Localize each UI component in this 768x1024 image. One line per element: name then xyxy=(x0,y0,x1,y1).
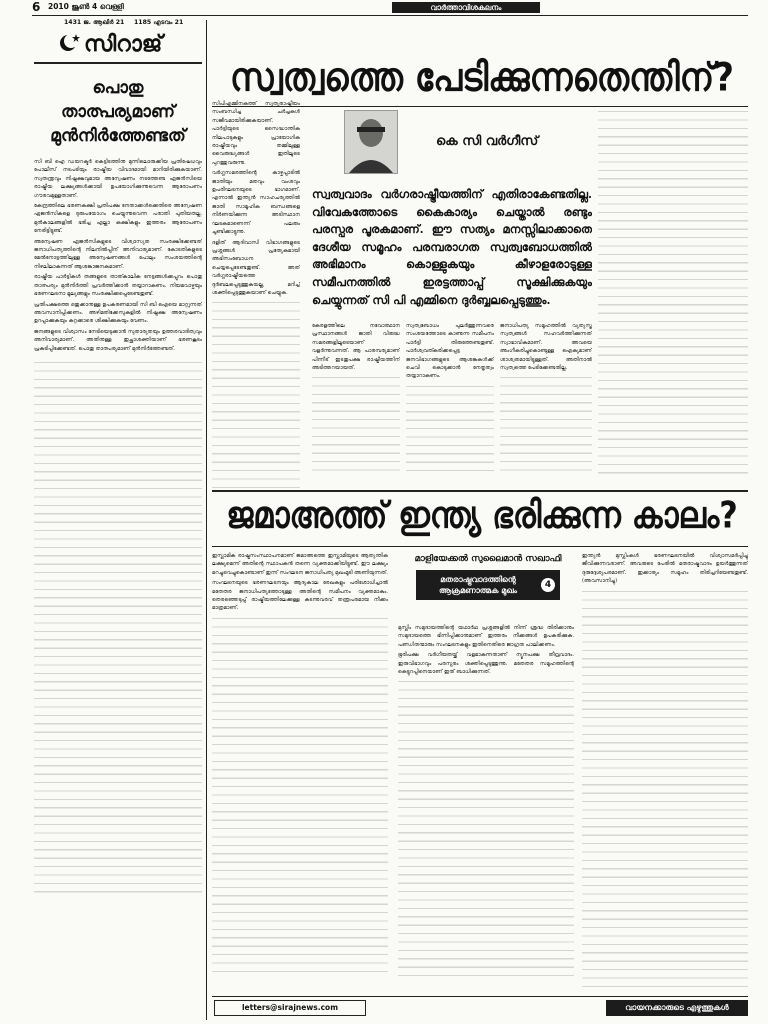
editorial-paragraph: കേന്ദ്രത്തിലെ ഭരണകക്ഷി പ്രതിപക്ഷ നേതാക്കൾക്കെതിരെ അന്വേഷണ ഏജൻസികളെ ദുരുപയോഗം ചെയ്യുന്നുവെന്ന പരാതി പുതിയതല്ല. മുൻകാലങ്ങളിൽ ഭരിച്ച എല്ലാ കക്ഷികളും ഇത്തരം ആരോപണം നേരിട്ടിട്ടുണ്ട്. xyxy=(34,203,202,235)
article2-column-2 xyxy=(398,624,574,992)
letters-email[interactable]: letters@sirajnews.com xyxy=(241,1003,339,1012)
series-number: 4 xyxy=(541,578,555,592)
editorial-paragraph: അന്വേഷണ ഏജൻസികളുടെ വിശ്വാസ്യത സംരക്ഷിക്കേണ്ടത് ജനാധിപത്യത്തിന്റെ നിലനിൽപ്പിന് അനിവാര്യമാണ്. കോടതികളുടെ മേൽനോട്ടത്തിലുള്ള അന്വേഷണങ്ങൾ പോലും സംശയത്തിന്റെ നിഴലിലാകുന്നത് ആശങ്കാജനകമാണ്. xyxy=(34,238,202,270)
editorial-filler xyxy=(34,359,202,899)
article2-paragraph: സംഘടനയുടെ ഭരണഘടനയും ആദ്യകാല രേഖകളും പരിശോധിച്ചാൽ മതേതര ജനാധിപത്യത്തോടുള്ള അതിന്റെ സമീപനം വ്യക്തമാകും. തെരഞ്ഞെടുപ്പ് രാഷ്ട്രീയത്തിലേക്കുള്ള കടന്നുവരവ് തന്ത്രപരമായ നീക്കം മാത്രമാണ്. xyxy=(212,580,388,612)
article1-paragraph: ജനാധിപത്യ സമൂഹത്തിൽ വ്യത്യസ്ത സ്വത്വങ്ങൾ സഹവർത്തിക്കുന്നത് സ്വാഭാവികമാണ്. അവയെ അംഗീകരിച്ചുകൊണ്ടുള്ള ഐക്യമാണ് ശാശ്വതമായിട്ടുള്ളത്. അതിനാൽ സ്വത്വത്തെ പേടിക്കേണ്ടതില്ല. xyxy=(500,323,592,372)
article1-column-5 xyxy=(598,108,748,476)
article1-headline: സ്വത്വത്തെ പേടിക്കുന്നതെന്തിന്? xyxy=(230,55,734,101)
footer-rule xyxy=(212,996,748,997)
top-rule xyxy=(32,15,748,16)
letters-banner: വായനക്കാരുടെ എഴുത്തുകൾ xyxy=(606,1000,748,1016)
article1-paragraph: സിപിഎമ്മിനകത്ത് സ്വത്വരാഷ്ട്രീയം സംബന്ധിച്ച ചർച്ചകൾ സജീവമായിരിക്കുകയാണ്. പാർട്ടിയുടെ സൈദ്ധാന്തിക നിലപാടുകളും പ്രായോഗിക രാഷ്ട്രീയവും തമ്മിലുള്ള വൈരുദ്ധ്യങ്ങൾ ഇതിലൂടെ പുറത്തുവരുന്നു. xyxy=(212,101,300,166)
article1-paragraph: സ്വത്വബോധം പുലർത്തുന്നവരെ സംശയത്തോടെ കാണുന്ന സമീപനം പാർട്ടി തിരുത്തേണ്ടതുണ്ട്. പാർശ്വവത്കരിക്കപ്പെട്ട ജനവിഭാഗങ്ങളുടെ ആശങ്കകൾക്ക് ചെവി കൊടുക്കാൻ നേതൃത്വം തയ്യാറാകണം. xyxy=(406,323,494,380)
series-box xyxy=(416,570,560,600)
article2-paragraph: ഇസ്ലാമിക രാഷ്ട്രസംസ്ഥാപനമാണ് ജമാഅത്തെ ഇസ്ലാമിയുടെ ആത്യന്തിക ലക്ഷ്യമെന്ന് അതിന്റെ സ്ഥാപകൻ തന്നെ വ്യക്തമാക്കിയിട്ടുണ്ട്. ഈ ലക്ഷ്യം മറച്ചുവെച്ചുകൊണ്ടാണ് ഇന്ന് സംഘടന ജനാധിപത്യ മുഖംമൂടി അണിയുന്നത്. xyxy=(212,553,388,576)
article1-paragraph: കേരളത്തിലെ നവോത്ഥാന പ്രസ്ഥാനങ്ങൾ ജാതി വിരുദ്ധ സമരങ്ങളിലൂടെയാണ് വളർന്നുവന്നത്. ആ പാരമ്പര്യമാണ് പിന്നീട് ഇടതുപക്ഷ രാഷ്ട്രീയത്തിന് അടിത്തറയായത്. xyxy=(312,323,400,372)
editorial-paragraph: പ്രതിപക്ഷത്തെ ഒതുക്കാനുള്ള ഉപകരണമായി സി ബി ഐയെ മാറ്റുന്നത് അവസാനിപ്പിക്കണം. അഴിമതിക്കേസുകളിൽ നിഷ്പക്ഷ അന്വേഷണം ഉറപ്പാക്കുകയും കുറ്റക്കാരെ ശിക്ഷിക്കുകയും വേണം. xyxy=(34,301,202,325)
article2-byline xyxy=(398,552,578,618)
author-name: കെ സി വർഗീസ് xyxy=(436,134,539,149)
author-photo xyxy=(344,110,398,174)
article1-column-4 xyxy=(500,322,592,476)
article1-lead-text: സ്വത്വവാദം വർഗരാഷ്ട്രീയത്തിന് എതിരാകേണ്ടതില്ല. വിവേകത്തോടെ കൈകാര്യം ചെയ്താൽ രണ്ടും പരസ്പര പൂരകമാണ്. ഈ സത്യം മനസ്സിലാക്കാതെ ദേശീയ സമൂഹം പരമ്പരാഗത സ്വത്വബോധത്തിൽ അഭിമാനം കൊള്ളുകയും കീഴാളരോടുള്ള സമീപനത്തിൽ ഇരട്ടത്താപ്പ് സൂക്ഷിക്കുകയും ചെയ്യുന്നത് സി പി എമ്മിനെ ദുർബ്ബലപ്പെടുത്തും. xyxy=(312,187,592,307)
author-block xyxy=(312,108,588,184)
vertical-divider xyxy=(206,20,207,1020)
masthead-rule xyxy=(34,62,202,64)
article2-rule xyxy=(212,546,748,547)
article1-paragraph: ദളിത് ആദിവാസി വിഭാഗങ്ങളുടെ പ്രശ്നങ്ങൾ പ്രത്യേകമായി അഭിസംബോധന ചെയ്യപ്പെടേണ്ടതുണ്ട്. അത് വർഗ്ഗരാഷ്ട്രീയത്തെ ദുർബലപ്പെടുത്തുകയല്ല, മറിച്ച് ശക്തിപ്പെടുത്തുകയാണ് ചെയ്യുക. xyxy=(212,239,300,296)
article2-headline: ജമാഅത്ത് ഇന്ത്യ ഭരിക്കുന്ന കാലം? xyxy=(226,493,738,537)
hijri-date: 1431 ജ. ആഖിർ 21 xyxy=(64,19,125,26)
author-portrait-icon xyxy=(345,111,397,173)
editorial-headline: പൊതു താത്പര്യമാണ് മുൻനിർത്തേണ്ടത് xyxy=(50,78,186,146)
article1-column-3 xyxy=(406,322,494,476)
article1-column-1 xyxy=(212,100,300,490)
top-bar xyxy=(0,0,768,14)
article2-paragraph: ഇന്ത്യൻ മുസ്ലിംകൾ ഭരണഘടനയിൽ വിശ്വാസമർപ്പിച്ചു ജീവിക്കുന്നവരാണ്. അവരുടെ പേരിൽ മതരാഷ്ട്രവാദം ഉയർത്തുന്നത് ദുരുദ്ദേശ്യപരമാണ്. ഇക്കാര്യം സമൂഹം തിരിച്ചറിയേണ്ടതുണ്ട്. (അവസാനിച്ചു) xyxy=(582,553,748,585)
section-banner: വാർത്താവിശകലനം xyxy=(392,2,540,13)
article1-paragraph: വർഗ്ഗസമരത്തിന്റെ കാഴ്ചപ്പാടിൽ ജാതിയും മതവും വംശവും ഉപരിഘടനയുടെ ഭാഗമാണ്. എന്നാൽ ഇന്ത്യൻ സാഹചര്യത്തിൽ ജാതി സാമൂഹിക ബന്ധങ്ങളെ നിർണയിക്കുന്ന അടിസ്ഥാന ഘടകമാണെന്ന് പലരും ചൂണ്ടിക്കാട്ടുന്നു. xyxy=(212,170,300,236)
masthead-dates xyxy=(34,19,202,29)
article2-column-1 xyxy=(212,552,388,992)
editorial-column xyxy=(34,68,202,1016)
editorial-paragraph: ജനങ്ങളുടെ വിശ്വാസം നേടിയെടുക്കാൻ സുതാര്യതയും ഉത്തരവാദിത്വവും അനിവാര്യമാണ്. അതിനുള്ള ഇച്ഛാശക്തിയാണ് ഭരണകൂടം പ്രകടിപ്പിക്കേണ്ടത്. പൊതു താത്പര്യമാണ് മുൻനിർത്തേണ്ടത്. xyxy=(34,328,202,352)
article2-column-3 xyxy=(582,552,748,992)
page-number: 6 xyxy=(32,0,41,14)
article2-author: മാളിയേക്കൽ സുലൈമാൻ സഖാഫി xyxy=(414,554,562,564)
series-title: മതരാഷ്ട്രവാദത്തിന്റെ ആക്രമണാത്മക മുഖം xyxy=(439,575,517,595)
masthead-name: സിറാജ് xyxy=(84,31,163,57)
editorial-paragraph: രാഷ്ട്രീയ പാർട്ടികൾ തങ്ങളുടെ താത്കാലിക നേട്ടങ്ങൾക്കപ്പുറം പൊതു താത്പര്യം മുൻനിർത്തി പ്രവർത്തിക്കാൻ തയ്യാറാകണം. നിയമവാഴ്ചയും ഭരണഘടനാ മൂല്യങ്ങളും സംരക്ഷിക്കപ്പെടേണ്ടതുണ്ട്. xyxy=(34,274,202,298)
date-line: 2010 ജൂൺ 4 വെള്ളി xyxy=(48,2,124,11)
malayalam-date: 1185 എടവം 21 xyxy=(134,19,184,26)
article2-paragraph: മുസ്ലിം സമുദായത്തിന്റെ യഥാർഥ പ്രശ്നങ്ങളിൽ നിന്ന് ശ്രദ്ധ തിരിക്കാനും സമുദായത്തെ ഭിന്നിപ്പിക്കാനുമാണ് ഇത്തരം നീക്കങ്ങൾ ഉപകരിക്കുക. പണ്ഡിതന്മാരും സംഘടനകളും ഇതിനെതിരെ ജാഗ്രത പാലിക്കണം. xyxy=(398,625,574,648)
masthead-logo xyxy=(34,30,202,60)
article1-column-2 xyxy=(312,322,400,476)
letters-email-box[interactable] xyxy=(214,1000,366,1016)
article2-paragraph: ഭൂരിപക്ഷ വർഗീയതയ്ക്ക് വളമാകുന്നതാണ് ന്യൂനപക്ഷ തീവ്രവാദം. ഇരുവിഭാഗവും പരസ്പരം ശക്തിപ്പെടുത്തുന്നു. മതേതര സമൂഹത്തിന്റെ കെട്ടുറപ്പിനെയാണ് ഇത് ബാധിക്കുന്നത്. xyxy=(398,652,574,676)
article1-lead xyxy=(312,186,592,322)
editorial-paragraph: സി ബി ഐ ഡയറക്ടർ കെട്ടിടത്തിനു മുന്നിലൊരുക്കിയ പ്രതിഷേധവും പോലീസ് നടപടിയും രാഷ്ട്രീയ വിവാദമായി മാറിയിരിക്കുകയാണ്. സ്വതന്ത്രവും നിഷ്പക്ഷവുമായ അന്വേഷണം നടത്തേണ്ട ഏജൻസിയെ രാഷ്ട്രീയ ലക്ഷ്യങ്ങൾക്കായി ഉപയോഗിക്കുന്നുവെന്ന ആരോപണം ഗൗരവമുള്ളതാണ്. xyxy=(34,159,202,199)
